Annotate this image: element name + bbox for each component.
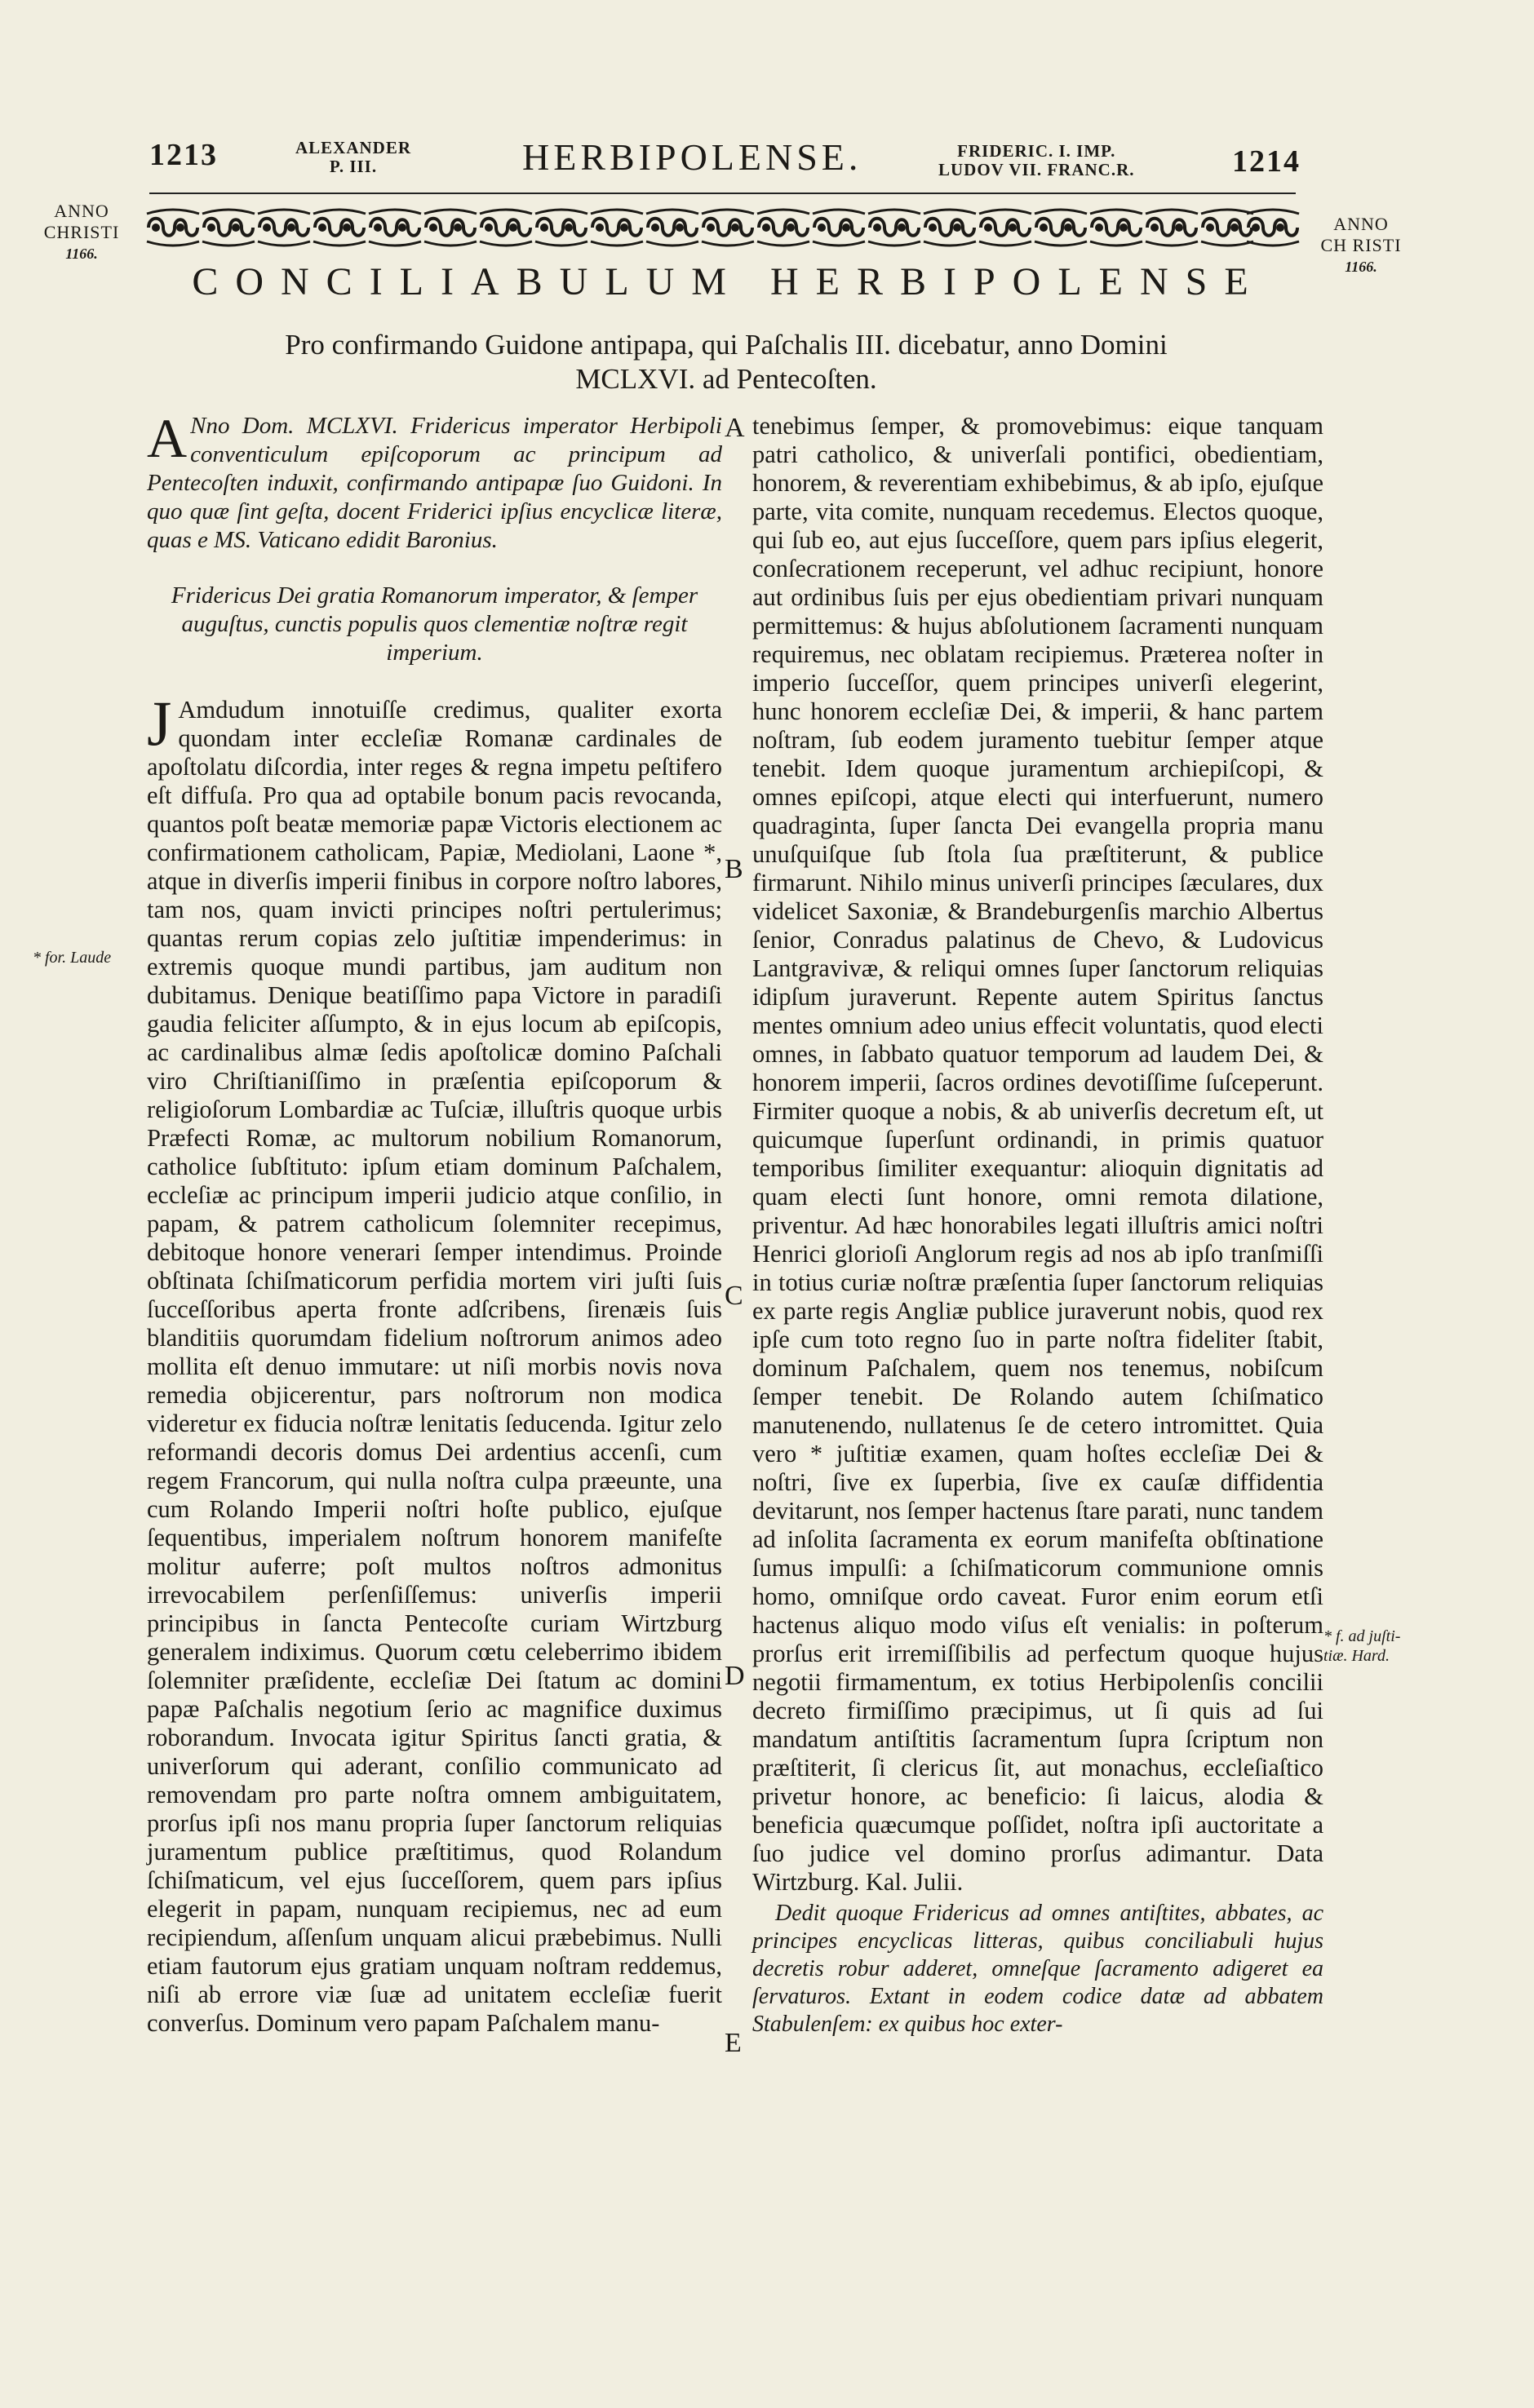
section-letter-c: C <box>725 1281 743 1311</box>
right-column <box>752 412 1323 2038</box>
page-number-right: 1214 <box>1232 144 1301 179</box>
section-letter-e: E <box>725 2028 742 2058</box>
ornament-band <box>145 207 1300 248</box>
running-title: HERBIPOLENSE. <box>522 136 862 178</box>
margin-right-christi: CH RISTI <box>1320 235 1402 255</box>
intro-paragraph <box>147 407 722 555</box>
margin-left-anno: ANNO <box>54 201 109 221</box>
page-number-left: 1213 <box>149 138 218 172</box>
section-letter-d: D <box>725 1661 745 1691</box>
main-title: CONCILIABULUM HERBIPOLENSE <box>192 260 1266 303</box>
left-column <box>147 407 722 2038</box>
side-note-right-line2: tiæ. Hard. <box>1323 1647 1390 1665</box>
side-note-left: * for. Laude <box>33 949 112 967</box>
letter-body-left-text: Amdudum innotuiſſe credimus, qualiter exorta quondam inter eccleſiæ Romanæ cardinales de apoſtolatu diſcordia, inter reges & regna impetu peſtifero eſt diffuſa. Pro qua ad optabile bonum pacis revocanda, quantos poſt beatæ memoriæ papæ Victoris electionem ac confirmationem catholicam, Papiæ, Mediolani, Laone *, atque in diverſis imperii finibus in corpore noſtro labores, tam nos, quam invicti principes noſtri pertulerimus; quantas rerum copias zelo juſtitiæ impenderimus: in extremis quoque mundi partibus, jam auditum non dubitamus. Denique beatiſſimo papa Victore in paradiſi gaudia feliciter aſſumpto, & in ejus locum ab epiſcopis, ac cardinalibus almæ ſedis apoſtolicæ domino Paſchali viro Chriſtianiſſimo in præſentia epiſcoporum & religioſorum Lombardiæ ac Tuſciæ, illuſtris quoque urbis Præfecti Romæ, ac multorum nobilium Romanorum, catholice ſubſtituto: ipſum etiam dominum Paſchalem, eccleſiæ ac principum imperii judicio atque conſilio, in papam, & patrem catholicum ſolemniter recepimus, debitoque honore venerari ſemper intendimus. Proinde obſtinata ſchiſmaticorum perfidia mortem viri juſti ſuis ſucceſſoribus aperta fronte adſcribens, ſirenæis ſuis blanditiis quorumdam fidelium noſtrorum animos adeo mollita eſt denuo immutare: ut niſi morbis novis nova remedia objicerentur, pars noſtrorum non modica videretur ex fiducia noſtræ lenitatis ſeducenda. Igitur zelo reformandi decoris domus Dei ardentius accenſi, cum regem Francorum, qui nulla noſtra culpa præeunte, una cum Rolando Imperii noſtri hoſte publico, ejuſque ſequentibus, imperialem noſtrum honorem manifeſte molitur auferre; poſt multos noſtros admonitus irrevocabilem perſenſiſſemus: univerſis imperii principibus in ſancta Pentecoſte curiam Wirtzburg generalem indiximus. Quorum cœtu celeberrimo ibidem ſolemniter præſidente, eccleſiæ Dei ſtatum ac domini papæ Paſchalis negotium ſerio ac magnifice duximus roborandum. Invocata igitur Spiritus ſancti gratia, & univerſorum qui aderant, conſilio communicato ad removendam pro parte noſtra omnem ambiguitatem, prorſus ipſi nos manu propria ſuper ſanctorum reliquias juramentum publice præſtitimus, quod Rolandum ſchiſmaticum, vel ejus ſucceſſorem, quem pars ipſius elegerit in papam, nunquam recipiemus, nec ad eum recipiendum, aſſenſum unquam alicui præbebimus. Nulli etiam fautorum ejus gratiam unquam noſtram reddemus, niſi ab errore viæ ſuæ ad unitatem eccleſiæ fuerit converſus. Dominum vero papam Paſchalem manu- <box>147 696 722 2037</box>
ornament-pattern <box>147 210 1299 246</box>
header-left-label-line1: ALEXANDER <box>295 138 412 157</box>
margin-left-christi: CHRISTI <box>43 222 120 242</box>
margin-year-left <box>33 201 131 264</box>
margin-left-year: 1166. <box>65 246 98 262</box>
body-drop-cap: J <box>147 688 172 759</box>
section-letter-b: B <box>725 854 743 884</box>
letter-body-right: tenebimus ſemper, & promovebimus: eique tanquam patri catholico, & univerſali pontifici, obedientiam, honorem, & reverentiam exhibebimus, & ab ipſo, ejuſque parte, vita comite, nunquam recedemus. Electos quoque, qui ſub eo, aut ejus ſucceſſore, quem pars ipſius elegerit, conſecrationem receperunt, vel adhuc recipiunt, honore aut ordinibus ſuis per ejus obedientiam privari nunquam permittemus: & hujus abſolutionem ſacramenti nunquam requiremus, nec oblatam recipiemus. Præterea noſter in imperio ſucceſſor, quem principes univerſi elegerint, hunc honorem eccleſiæ Dei, & imperii, & hanc partem noſtram, ſub eodem juramento tuebitur ſemper atque tenebit. Idem quoque juramentum archiepiſcopi, & omnes epiſcopi, atque electi qui interfuerunt, numero quadraginta, ſuper ſancta Dei evangella propria manu unuſquiſque ſub ſtola ſua præſtiterunt, & publice firmarunt. Nihilo minus univerſi principes ſæculares, dux videlicet Saxoniæ, & Brandeburgenſis marchio Albertus ſenior, Conradus palatinus de Chevo, & Ludovicus Lantgravivæ, & reliqui omnes ſuper ſanctorum reliquias idipſum juraverunt. Repente autem Spiritus ſanctus mentes omnium adeo unius effecit voluntatis, quod electi omnes, in ſabbato quatuor temporum ad laudem Dei, & honorem imperii, ſacros ordines devotiſſime ſuſceperunt. Firmiter quoque a nobis, & ab univerſis decretum eſt, ut quicumque ſuperſunt ordinandi, in primis quatuor temporibus ſimiliter exequantur: alioquin dignitatis ad quam electi ſunt honore, omni remota dilatione, priventur. Ad hæc honorabiles legati illuſtris amici noſtri Henrici glorioſi Anglorum regis ad nos ab ipſo tranſmiſſi in totius curiæ noſtræ præſentia ſuper ſanctorum reliquias ex parte regis Angliæ publice juraverunt nobis, quod rex ipſe cum toto regno ſuo in parte noſtra fideliter ſtabit, dominum Paſchalem, quem nos tenemus, nobiſcum ſemper tenebit. De Rolando autem ſchiſmatico manutenendo, nullatenus ſe de cetero intromittet. Quia vero * juſtitiæ examen, quam hoſtes eccleſiæ Dei & noſtri, ſive ex ſuperbia, ſive ex cauſæ diffidentia devitarunt, nos ſemper hactenus ſtare parati, nunc tandem ad inſolita ſacramenta ex eorum manifeſta obſtinatione ſumus impulſi: a ſchiſmaticorum communione omnis homo, omniſque ordo caveat. Furor enim eorum etſi hactenus aliquo modo viſus eſt venialis: in poſterum prorſus erit irremiſſibilis ad perfectum quoque hujus negotii firmamentum, ex totius Herbipolenſis concilii decreto firmiſſimo præcipimus, ut ſi quis ad ſui mandatum antiſtitis ſacramentum ſupra ſcriptum non præſtiterit, ſi clericus ſit, aut monachus, eccleſiaſtico privetur honore, ac beneficio: ſi laicus, alodia & beneficia quæcumque poſſidet, noſtra ipſi auctoritate a ſuo judice vel domino prorſus adimantur. Data Wirtzburg. Kal. Julii. <box>752 412 1323 1896</box>
margin-year-right <box>1312 214 1410 277</box>
header-right-label <box>938 142 1135 179</box>
header-left-label <box>295 139 411 176</box>
header-right-label-line1: FRIDERIC. I. IMP. <box>957 141 1116 161</box>
intro-drop-cap: A <box>147 407 188 469</box>
header-right-label-line2: LUDOV VII. FRANC.R. <box>938 160 1135 179</box>
side-note-right-line1: * f. ad juſti- <box>1323 1627 1401 1645</box>
letter-body-left <box>147 688 722 2038</box>
intro-text: Nno Dom. MCLXVI. Fridericus imperator Herbipoli conventiculum epiſcoporum ac principum ad Pentecoſten induxit, confirmando antipapæ ſuo Guidoni. In quo quæ ſint geſta, docent Friderici ipſius encyclicæ literæ, quas e MS. Vaticano edidit Baronius. <box>147 413 722 553</box>
closing-note: Dedit quoque Fridericus ad omnes antiſtites, abbates, ac principes encyclicas litteras, quibus conciliabuli hujus decretis robur adderet, omneſque ſacramento adigeret ea ſervaturos. Extant in eodem codice datæ ad abbatem Stabulenſem: ex quibus hoc exter- <box>752 1901 1323 2037</box>
header-rule <box>149 193 1296 194</box>
header-left-label-line2: P. III. <box>329 157 378 176</box>
margin-right-anno: ANNO <box>1333 214 1389 234</box>
subtitle: Pro confirmando Guidone antipapa, qui Paſchalis III. dicebatur, anno Domini MCLXVI. ad Pentecoſten. <box>285 329 1168 395</box>
section-letter-a: A <box>725 413 745 443</box>
letter-inscription: Fridericus Dei gratia Romanorum imperator, & ſemper auguſtus, cunctis populis quos clementiæ noſtræ regit imperium. <box>171 582 698 666</box>
margin-right-year: 1166. <box>1345 259 1377 275</box>
side-note-right <box>1323 1627 1400 1666</box>
